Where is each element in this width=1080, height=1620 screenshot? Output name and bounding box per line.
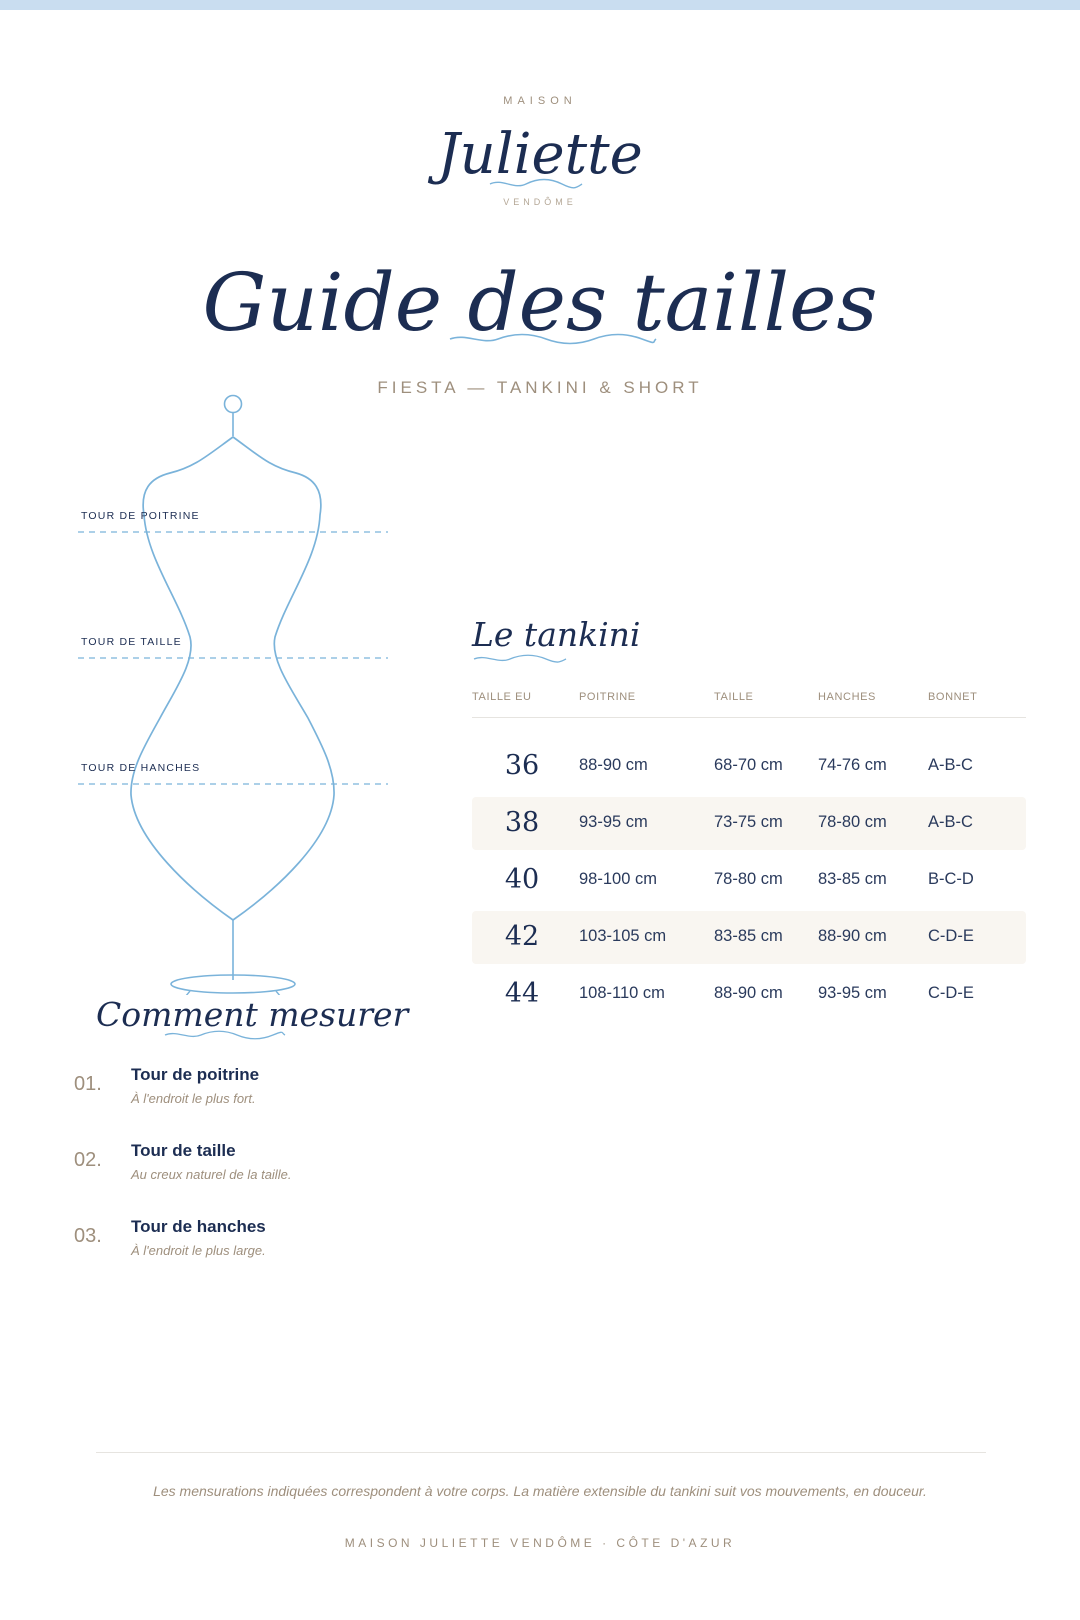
bust-measure-label: TOUR DE POITRINE [81,510,200,522]
cell-cup: C-D-E [928,984,974,1002]
table-header [472,688,1026,718]
hips-measure-label: TOUR DE HANCHES [81,762,201,774]
top-accent-band [0,0,1080,10]
cell-bust: 108-110 cm [579,984,665,1002]
step-waist [74,1141,434,1217]
header-hips: HANCHES [818,691,876,703]
cell-size: 40 [504,864,540,895]
cell-cup: B-C-D [928,870,974,888]
cell-bust: 93-95 cm [579,813,648,831]
waist-measure-label: TOUR DE TAILLE [81,636,182,648]
cell-waist: 88-90 cm [714,984,783,1002]
cell-hips: 74-76 cm [818,756,887,774]
cell-waist: 78-80 cm [714,870,783,888]
page-subtitle: FIESTA — TANKINI & SHORT [377,378,703,397]
header-bust: POITRINE [579,691,636,703]
step-description: À l'endroit le plus fort. [131,1091,256,1106]
how-to-wave-underline [163,1030,287,1040]
cell-hips: 93-95 cm [818,984,887,1002]
title-wave-underline [448,332,658,346]
table-row [472,740,1026,793]
step-bust [74,1065,434,1141]
brand-wave-underline [488,178,584,190]
table-row [472,911,1026,964]
step-number: 02. [74,1149,102,1171]
cell-cup: A-B-C [928,756,973,774]
header-cup: BONNET [928,691,978,703]
cell-hips: 78-80 cm [818,813,887,831]
footer-divider [96,1452,986,1453]
cell-waist: 68-70 cm [714,756,783,774]
cell-bust: 103-105 cm [579,927,667,945]
step-hips [74,1217,434,1293]
table-row [472,797,1026,850]
footer-brand: MAISON JULIETTE VENDÔME · CÔTE D'AZUR [344,1536,736,1550]
cell-hips: 88-90 cm [818,927,887,945]
hanger-knob [225,396,242,413]
table-row [472,968,1026,1021]
brand-sub: VENDÔME [503,197,577,207]
cell-waist: 83-85 cm [714,927,783,945]
brand-logo-name: Juliette [437,122,643,187]
cell-cup: C-D-E [928,927,974,945]
step-name: Tour de taille [131,1141,236,1160]
tankini-size-table [472,688,1026,1021]
footer-note: Les mensurations indiquées correspondent à votre corps. La matière extensible du tankini suit vos mouvements, en douceur. [153,1483,927,1499]
step-name: Tour de poitrine [131,1065,260,1084]
cell-bust: 88-90 cm [579,756,648,774]
cell-size: 36 [504,750,540,781]
table-row [472,854,1026,907]
tankini-wave-underline [472,654,568,664]
how-to-steps [74,1065,434,1293]
cell-hips: 83-85 cm [818,870,887,888]
cell-waist: 73-75 cm [714,813,783,831]
brand-kicker: MAISON [503,95,577,107]
cell-bust: 98-100 cm [579,870,657,888]
dress-form-figure [0,385,420,995]
step-name: Tour de hanches [131,1217,266,1236]
cell-size: 38 [504,807,540,838]
tankini-title: Le tankini [472,615,641,654]
cell-size: 44 [504,978,540,1009]
header-waist: TAILLE [714,691,754,703]
step-description: À l'endroit le plus large. [131,1243,266,1258]
step-number: 01. [74,1073,102,1095]
step-number: 03. [74,1225,102,1247]
table-body [472,740,1026,1021]
step-description: Au creux naturel de la taille. [131,1167,292,1182]
page-title: Guide des tailles [202,256,878,349]
cell-cup: A-B-C [928,813,973,831]
cell-size: 42 [504,921,540,952]
how-to-title: Comment mesurer [96,995,409,1034]
header-size: TAILLE EU [472,691,532,703]
